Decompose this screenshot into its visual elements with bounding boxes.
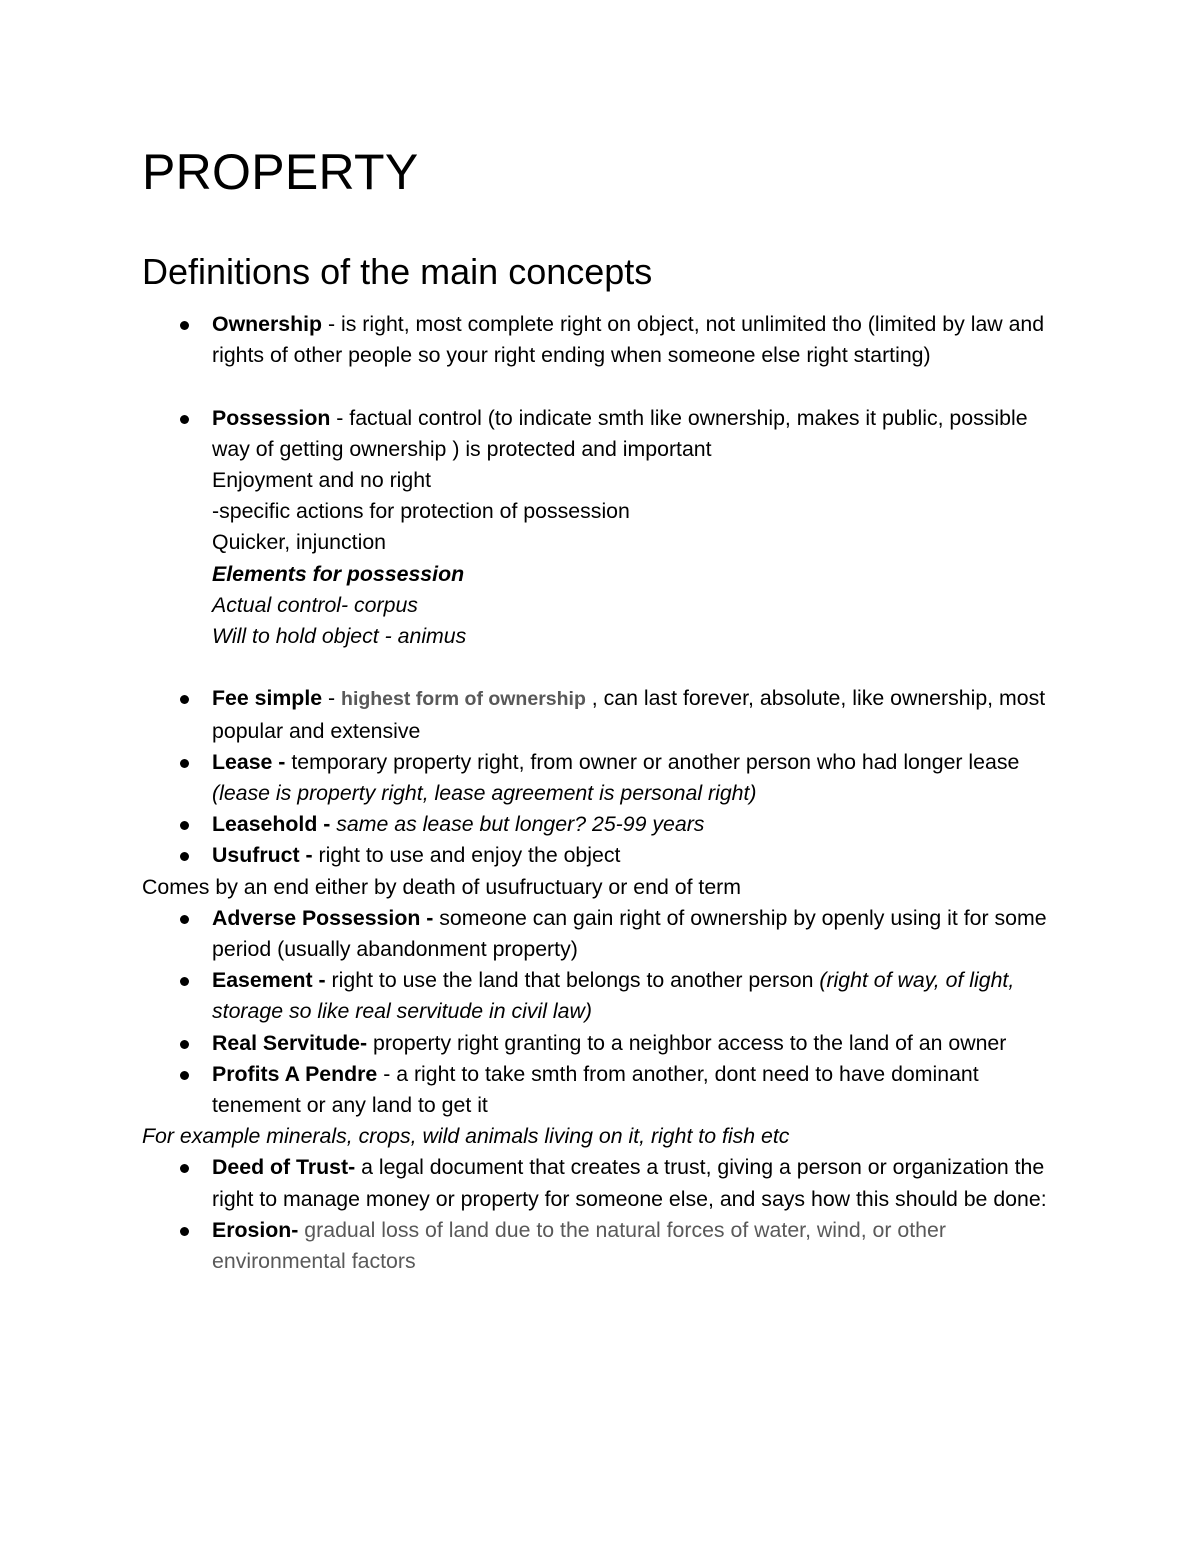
usufruct-end-note: Comes by an end either by death of usufructuary or end of term xyxy=(142,874,742,899)
document-body xyxy=(142,309,1062,1277)
list-item-lease xyxy=(142,747,1062,809)
term-possession: Possession xyxy=(212,405,331,430)
definition-ownership: - is right, most complete right on object, not unlimited tho (limited by law and rights of other people so your right ending when someone else right starting) xyxy=(212,312,1045,368)
definition-fee-simple: , can last forever, absolute, like ownership, most popular and extensive xyxy=(212,686,1046,743)
page-title: PROPERTY xyxy=(142,144,419,200)
definition-possession: - factual control (to indicate smth like ownership, makes it public, possible way of getting ownership ) is protected and important xyxy=(212,405,1028,461)
possession-note-3: Quicker, injunction xyxy=(212,530,387,555)
definitions-list-2 xyxy=(142,403,1062,653)
term-real-servitude: Real Servitude- xyxy=(212,1030,368,1055)
term-deed-of-trust: Deed of Trust- xyxy=(212,1155,356,1180)
list-item-real-servitude xyxy=(142,1028,1062,1059)
possession-element-animus: Will to hold object - animus xyxy=(212,624,467,649)
definition-adverse-possession: someone can gain right of ownership by openly using it for some period (usually abandonment property) xyxy=(212,905,1047,962)
fee-simple-dash: - xyxy=(322,686,342,711)
definition-real-servitude: property right granting to a neighbor access to the land of an owner xyxy=(367,1030,1007,1055)
term-leasehold: Leasehold - xyxy=(212,812,331,837)
possession-elements-heading: Elements for possession xyxy=(212,561,465,586)
possession-note-2: -specific actions for protection of possession xyxy=(212,499,630,524)
blank-line xyxy=(142,652,1062,683)
list-item-profits-a-pendre xyxy=(142,1059,1062,1121)
blank-line xyxy=(142,371,1062,402)
definition-erosion: gradual loss of land due to the natural forces of water, wind, or other environmental factors xyxy=(212,1217,946,1274)
term-fee-simple: Fee simple xyxy=(212,686,323,711)
list-item-ownership xyxy=(142,309,1062,371)
list-item-easement xyxy=(142,965,1062,1027)
term-usufruct: Usufruct - xyxy=(212,843,313,868)
term-erosion: Erosion- xyxy=(212,1217,299,1242)
profits-example: For example minerals, crops, wild animals living on it, right to fish etc xyxy=(142,1124,790,1149)
section-heading: Definitions of the main concepts xyxy=(142,251,653,292)
list-item-erosion xyxy=(142,1215,1062,1277)
list-item-usufruct xyxy=(142,840,1062,871)
fee-simple-highlight: highest form of ownership xyxy=(341,688,586,711)
lease-note: (lease is property right, lease agreement is personal right) xyxy=(212,781,757,806)
definition-leasehold: same as lease but longer? 25-99 years xyxy=(330,812,705,837)
definition-easement: right to use the land that belongs to another person xyxy=(325,968,820,993)
definition-profits-a-pendre: - a right to take smth from another, dont need to have dominant tenement or any land to get it xyxy=(212,1061,979,1118)
definition-lease: temporary property right, from owner or another person who had longer lease xyxy=(285,749,1020,774)
definitions-list-4 xyxy=(142,903,1062,1121)
possession-note-1: Enjoyment and no right xyxy=(212,468,432,492)
list-item-adverse-possession xyxy=(142,903,1062,965)
term-lease: Lease - xyxy=(212,749,286,774)
list-item-leasehold xyxy=(142,809,1062,840)
possession-element-corpus: Actual control- corpus xyxy=(212,592,418,617)
term-profits-a-pendre: Profits A Pendre xyxy=(212,1061,378,1086)
definitions-list-5 xyxy=(142,1152,1062,1277)
term-adverse-possession: Adverse Possession - xyxy=(212,905,434,930)
term-easement: Easement - xyxy=(212,968,326,993)
term-ownership: Ownership xyxy=(212,312,323,336)
list-item-possession xyxy=(142,403,1062,653)
definitions-list-3 xyxy=(142,683,1062,871)
definition-deed-of-trust: a legal document that creates a trust, giving a person or organization the right to manage money or property for someone else, and says how this should be done: xyxy=(212,1155,1047,1211)
list-item-deed-of-trust xyxy=(142,1152,1062,1214)
list-item-fee-simple xyxy=(142,683,1062,746)
definitions-list-1 xyxy=(142,309,1062,371)
definition-usufruct: right to use and enjoy the object xyxy=(312,843,621,868)
easement-note: (right of way, of light, storage so like real servitude in civil law) xyxy=(212,968,1015,1024)
